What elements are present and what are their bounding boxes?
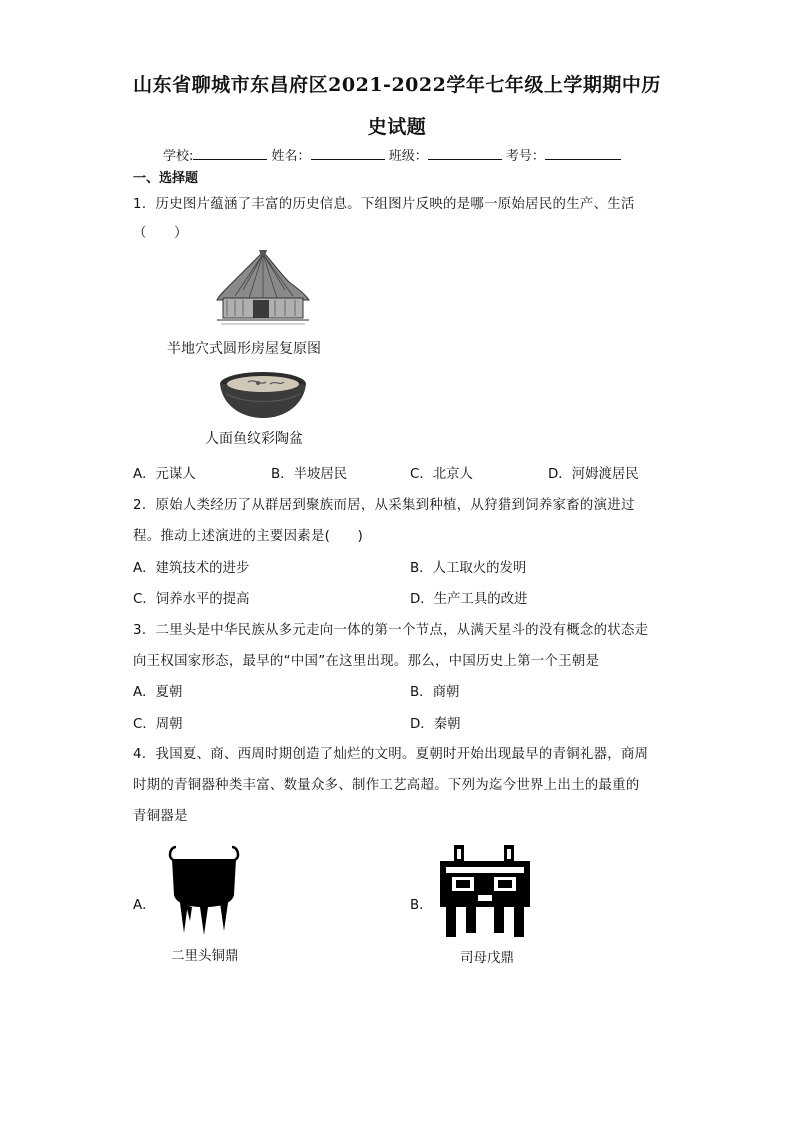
name-blank[interactable]	[311, 146, 385, 160]
tripod-ding-icon[interactable]	[166, 845, 242, 935]
q4-stem-line2: 时期的青铜器种类丰富、数量众多、制作工艺高超。下列为迄今世界上出土的最重的	[133, 778, 640, 793]
exam-title-line2: 史试题	[367, 116, 427, 138]
name-label: 姓名：	[271, 149, 311, 164]
student-info-row	[163, 145, 621, 164]
q1-stem-line2: （ ）	[133, 226, 188, 241]
q1-option-b[interactable]: B．半坡居民	[271, 467, 348, 482]
q2-option-d[interactable]: D．生产工具的改进	[410, 592, 528, 607]
school-label: 学校:	[163, 149, 194, 164]
q3-stem-line1: 3．二里头是中华民族从多元走向一体的第一个节点，从满天星斗的没有概念的状态走	[133, 623, 649, 638]
square-ding-icon[interactable]	[438, 843, 532, 939]
q4-option-a-label[interactable]: A．	[133, 898, 156, 913]
q1-caption-basin: 人面鱼纹彩陶盆	[205, 431, 303, 447]
q3-option-b[interactable]: B．商朝	[410, 685, 460, 700]
class-blank[interactable]	[428, 146, 502, 160]
q2-stem-line1: 2．原始人类经历了从群居到聚族而居，从采集到种植，从狩猎到饲养家畜的演进过	[133, 498, 635, 513]
q1-option-c[interactable]: C．北京人	[410, 467, 473, 482]
q3-option-d[interactable]: D．秦朝	[410, 717, 461, 732]
thatched-hut-icon	[215, 250, 311, 328]
q4-caption-b: 司母戊鼎	[460, 950, 514, 966]
q1-caption-house: 半地穴式圆形房屋复原图	[167, 341, 321, 357]
id-label: 考号：	[505, 149, 545, 164]
q3-option-a[interactable]: A．夏朝	[133, 685, 183, 700]
q4-caption-a: 二里头铜鼎	[171, 948, 239, 964]
q2-option-a[interactable]: A．建筑技术的进步	[133, 561, 250, 576]
q2-option-b[interactable]: B．人工取火的发明	[410, 561, 527, 576]
q3-option-c[interactable]: C．周朝	[133, 717, 183, 732]
q4-option-b-label[interactable]: B．	[410, 898, 433, 913]
q1-stem-line1: 1．历史图片蕴涵了丰富的历史信息。下组图片反映的是哪一原始居民的生产、生活	[133, 197, 635, 212]
q4-stem-line3: 青铜器是	[133, 809, 188, 824]
q1-option-d[interactable]: D．河姆渡居民	[548, 467, 639, 482]
q1-option-a[interactable]: A．元谋人	[133, 467, 196, 482]
painted-pottery-basin-icon	[218, 370, 308, 420]
class-label: 班级：	[388, 149, 428, 164]
school-blank[interactable]	[193, 146, 267, 160]
q3-stem-line2: 向王权国家形态，最早的“中国”在这里出现。那么，中国历史上第一个王朝是	[133, 654, 600, 669]
q4-stem-line1: 4．我国夏、商、西周时期创造了灿烂的文明。夏朝时开始出现最早的青铜礼器，商周	[133, 747, 649, 762]
exam-title-line1: 山东省聊城市东昌府区2021-2022学年七年级上学期期中历	[133, 74, 661, 96]
id-blank[interactable]	[545, 146, 621, 160]
q2-stem-line2: 程。推动上述演进的主要因素是( )	[133, 529, 364, 544]
section-title: 一、选择题	[133, 171, 199, 186]
q2-option-c[interactable]: C．饲养水平的提高	[133, 592, 250, 607]
